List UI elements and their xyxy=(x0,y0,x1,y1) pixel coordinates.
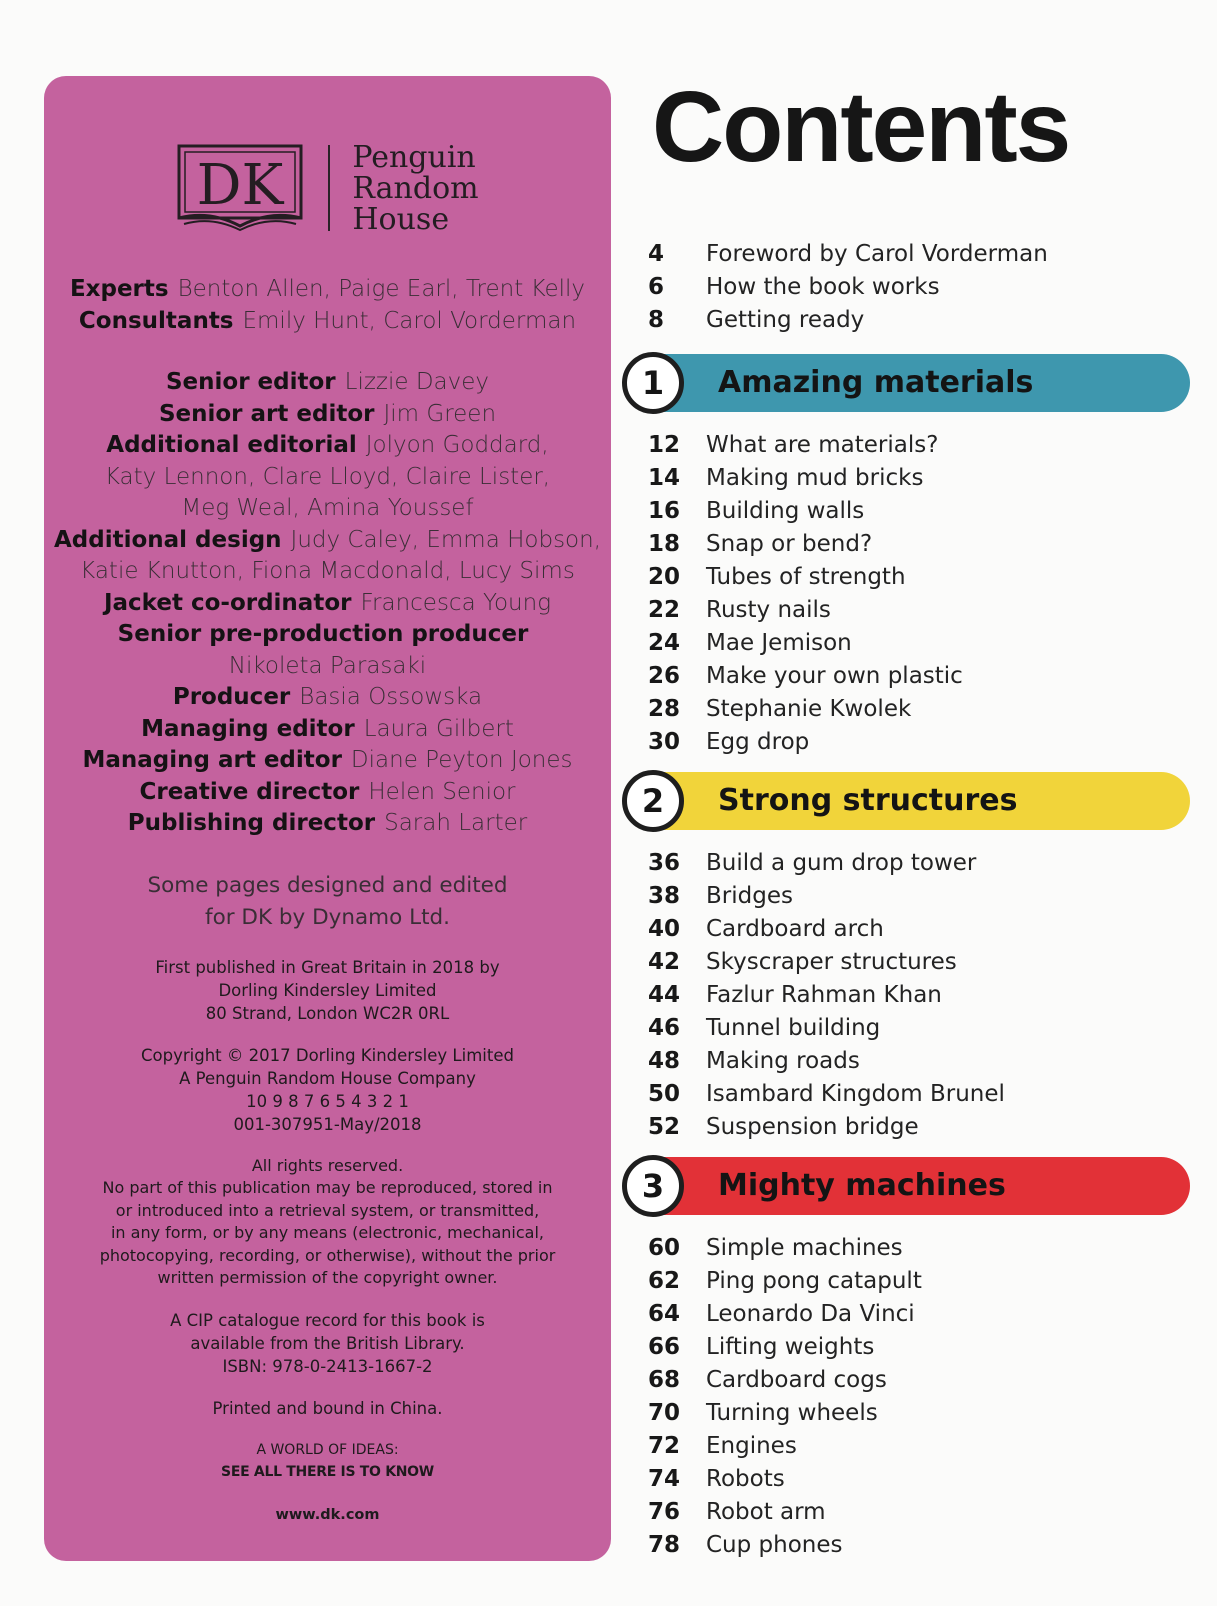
imprint-panel xyxy=(44,76,611,1561)
toc-entry-title: Building walls xyxy=(706,497,865,524)
toc-page-number: 64 xyxy=(648,1300,681,1327)
toc-page-number: 52 xyxy=(648,1113,681,1140)
toc-entry-title: Tunnel building xyxy=(706,1014,881,1041)
credit-line: Additional design Judy Caley, Emma Hobson, xyxy=(53,526,602,553)
publisher-word: Penguin xyxy=(352,139,476,175)
toc-page-number: 28 xyxy=(648,695,681,722)
section-header-materials[interactable] xyxy=(622,352,1190,414)
toc-entry[interactable] xyxy=(648,303,864,336)
credit-line: Managing editor Laura Gilbert xyxy=(141,715,514,742)
toc-page-number: 30 xyxy=(648,728,681,755)
section-header-machines[interactable] xyxy=(622,1155,1190,1217)
website-link[interactable]: www.dk.com xyxy=(275,1506,380,1523)
copyright-info: Copyright © 2017 Dorling Kindersley Limited A Penguin Random House Company 10 9 8 7 6 5 4 3 2 1 001-307951-May/2018 xyxy=(141,1045,514,1134)
credit-line: Producer Basia Ossowska xyxy=(172,684,483,710)
toc-entry[interactable] xyxy=(648,1462,785,1495)
toc-entry[interactable] xyxy=(648,1396,878,1429)
toc-entry-title: Mae Jemison xyxy=(706,629,852,656)
toc-entry-title: Snap or bend? xyxy=(706,530,873,557)
toc-entry[interactable] xyxy=(648,659,963,692)
publisher-word: House xyxy=(352,201,450,237)
toc-page-number: 40 xyxy=(648,915,681,942)
credit-line: Publishing director Sarah Larter xyxy=(127,810,528,836)
toc-entry-title: Engines xyxy=(706,1432,797,1459)
toc-entry-title: Lifting weights xyxy=(706,1333,875,1360)
toc-page-number: 48 xyxy=(648,1047,681,1074)
toc-page-number: 44 xyxy=(648,981,681,1008)
credit-line: Experts Benton Allen, Paige Earl, Trent Kelly xyxy=(69,276,586,302)
section-number-badge: 3 xyxy=(622,1155,684,1217)
toc-entry[interactable] xyxy=(648,978,942,1011)
toc-entry-title: Cup phones xyxy=(706,1531,843,1558)
toc-entry[interactable] xyxy=(648,1011,880,1044)
toc-entry[interactable] xyxy=(648,1495,826,1528)
toc-entry-title: Foreword by Carol Vorderman xyxy=(706,240,1048,267)
toc-page-number: 46 xyxy=(648,1014,681,1041)
cip-record: A CIP catalogue record for this book is available from the British Library. ISBN: 978-0-2413-1667-2 xyxy=(170,1310,485,1376)
toc-entry[interactable] xyxy=(648,237,1048,270)
toc-entry-title: Ping pong catapult xyxy=(706,1267,922,1294)
credit-line: Creative director Helen Senior xyxy=(139,778,516,805)
toc-entry-title: Robot arm xyxy=(706,1498,826,1525)
section-title: Amazing materials xyxy=(718,365,1034,400)
toc-page-number: 14 xyxy=(648,464,681,491)
logo-text: DK xyxy=(197,153,284,218)
section-header-structures[interactable] xyxy=(622,770,1190,832)
toc-entry[interactable] xyxy=(648,1429,797,1462)
toc-page-number: 72 xyxy=(648,1432,681,1459)
toc-page-number: 76 xyxy=(648,1498,681,1525)
credit-line: Senior art editor Jim Green xyxy=(158,400,497,427)
toc-page-number: 60 xyxy=(648,1234,681,1261)
toc-entry[interactable] xyxy=(648,846,976,879)
toc-entry-title: Cardboard cogs xyxy=(706,1366,887,1393)
toc-page-number: 26 xyxy=(648,662,681,689)
credit-line: Meg Weal, Amina Youssef xyxy=(181,495,474,521)
toc-page-number: 68 xyxy=(648,1366,681,1393)
toc-entry[interactable] xyxy=(648,1044,860,1077)
expert-credits xyxy=(44,274,611,337)
toc-entry[interactable] xyxy=(648,1297,915,1330)
publisher-logo xyxy=(44,138,611,238)
credit-line: Additional editorial Jolyon Goddard, xyxy=(106,432,549,458)
toc-page-number: 24 xyxy=(648,629,681,656)
credit-line: Consultants Emily Hunt, Carol Vorderman xyxy=(78,307,577,334)
toc-entry[interactable] xyxy=(648,725,809,758)
toc-entry-title: Stephanie Kwolek xyxy=(706,695,912,722)
toc-entry[interactable] xyxy=(648,1264,922,1297)
toc-page-number: 78 xyxy=(648,1531,681,1558)
printed-note: Printed and bound in China. xyxy=(212,1398,443,1418)
toc-page-number: 38 xyxy=(648,882,681,909)
credit-line: Jacket co-ordinator Francesca Young xyxy=(103,589,552,616)
toc-entry-title: Robots xyxy=(706,1465,785,1492)
toc-page-number: 8 xyxy=(648,306,665,333)
toc-entry[interactable] xyxy=(648,1528,843,1561)
toc-entry-title: How the book works xyxy=(706,273,940,300)
toc-entry-title: Make your own plastic xyxy=(706,662,963,689)
toc-entry[interactable] xyxy=(648,560,906,593)
toc-page-number: 74 xyxy=(648,1465,681,1492)
toc-entry[interactable] xyxy=(648,945,957,978)
toc-page-number: 6 xyxy=(648,273,665,300)
publication-info: First published in Great Britain in 2018 by Dorling Kindersley Limited 80 Strand, London WC2R 0RL xyxy=(155,957,500,1023)
section-title: Strong structures xyxy=(718,783,1018,818)
toc-entry-title: Leonardo Da Vinci xyxy=(706,1300,915,1327)
toc-entry-title: Making roads xyxy=(706,1047,860,1074)
toc-entry-title: Fazlur Rahman Khan xyxy=(706,981,942,1008)
toc-entry-title: Turning wheels xyxy=(706,1399,878,1426)
credit-line: Katy Lennon, Clare Lloyd, Claire Lister, xyxy=(104,463,551,490)
toc-entry[interactable] xyxy=(648,879,793,912)
toc-entry-title: Egg drop xyxy=(706,728,810,755)
toc-entry[interactable] xyxy=(648,692,911,725)
credit-line: Senior editor Lizzie Davey xyxy=(165,369,490,395)
toc-entry[interactable] xyxy=(648,428,938,461)
dk-book-logo-icon xyxy=(176,144,304,232)
toc-page-number: 20 xyxy=(648,563,681,590)
rights-notice: All rights reserved. No part of this publication may be reproduced, stored in or introduced into a retrieval system, or transmitted, in any form, or by any means (electronic, mechanical, photocopying, recording, or otherwise), without the prior written permission of the copyright owner. xyxy=(99,1155,556,1287)
toc-entry-title: Making mud bricks xyxy=(706,464,924,491)
toc-page-number: 16 xyxy=(648,497,681,524)
credit-line: Katie Knutton, Fiona Macdonald, Lucy Sims xyxy=(80,558,575,584)
section-number-badge: 1 xyxy=(622,352,684,414)
toc-entry[interactable] xyxy=(648,1231,903,1264)
toc-entry[interactable] xyxy=(648,1363,887,1396)
toc-entry-title: Skyscraper structures xyxy=(706,948,957,975)
toc-page-number: 12 xyxy=(648,431,681,458)
design-note: Some pages designed and edited for DK by Dynamo Ltd. xyxy=(147,872,508,930)
toc-entry[interactable] xyxy=(648,461,923,494)
publisher-word: Random xyxy=(352,170,479,206)
toc-entry-title: Cardboard arch xyxy=(706,915,884,942)
toc-page-number: 66 xyxy=(648,1333,681,1360)
publisher-name xyxy=(352,139,479,237)
toc-entry-title: Rusty nails xyxy=(706,596,831,623)
toc-entry-title: Build a gum drop tower xyxy=(706,849,977,876)
toc-page-number: 62 xyxy=(648,1267,681,1294)
toc-entry[interactable] xyxy=(648,912,884,945)
toc-entry-title: What are materials? xyxy=(706,431,939,458)
credit-line: Managing art editor Diane Peyton Jones xyxy=(82,747,573,773)
toc-page-number: 18 xyxy=(648,530,681,557)
toc-entry[interactable] xyxy=(648,1077,1005,1110)
dk-tagline: A WORLD OF IDEAS: SEE ALL THERE IS TO KNOW xyxy=(221,1441,434,1480)
toc-entry[interactable] xyxy=(648,1330,874,1363)
toc-page-number: 4 xyxy=(648,240,665,267)
toc-entry[interactable] xyxy=(648,626,852,659)
section-title: Mighty machines xyxy=(718,1168,1006,1203)
toc-page-number: 70 xyxy=(648,1399,681,1426)
toc-entry-title: Getting ready xyxy=(706,306,865,333)
toc-entry[interactable] xyxy=(648,1110,919,1143)
toc-entry-title: Simple machines xyxy=(706,1234,903,1261)
toc-entry[interactable] xyxy=(648,270,940,303)
credit-line: Nikoleta Parasaki xyxy=(228,652,427,679)
toc-page-number: 50 xyxy=(648,1080,681,1107)
credit-line: Senior pre-production producer xyxy=(117,621,529,647)
toc-entry[interactable] xyxy=(648,494,864,527)
toc-entry[interactable] xyxy=(648,527,872,560)
toc-entry-title: Isambard Kingdom Brunel xyxy=(706,1080,1005,1107)
section-number-badge: 2 xyxy=(622,770,684,832)
toc-entry-title: Bridges xyxy=(706,882,793,909)
toc-page-number: 36 xyxy=(648,849,681,876)
toc-page-number: 42 xyxy=(648,948,681,975)
page-title: Contents xyxy=(652,71,1070,183)
toc-entry-title: Tubes of strength xyxy=(706,563,906,590)
toc-page-number: 22 xyxy=(648,596,681,623)
toc-entry[interactable] xyxy=(648,593,831,626)
logo-divider xyxy=(328,145,330,231)
staff-credits xyxy=(44,367,611,840)
toc-entry-title: Suspension bridge xyxy=(706,1113,919,1140)
